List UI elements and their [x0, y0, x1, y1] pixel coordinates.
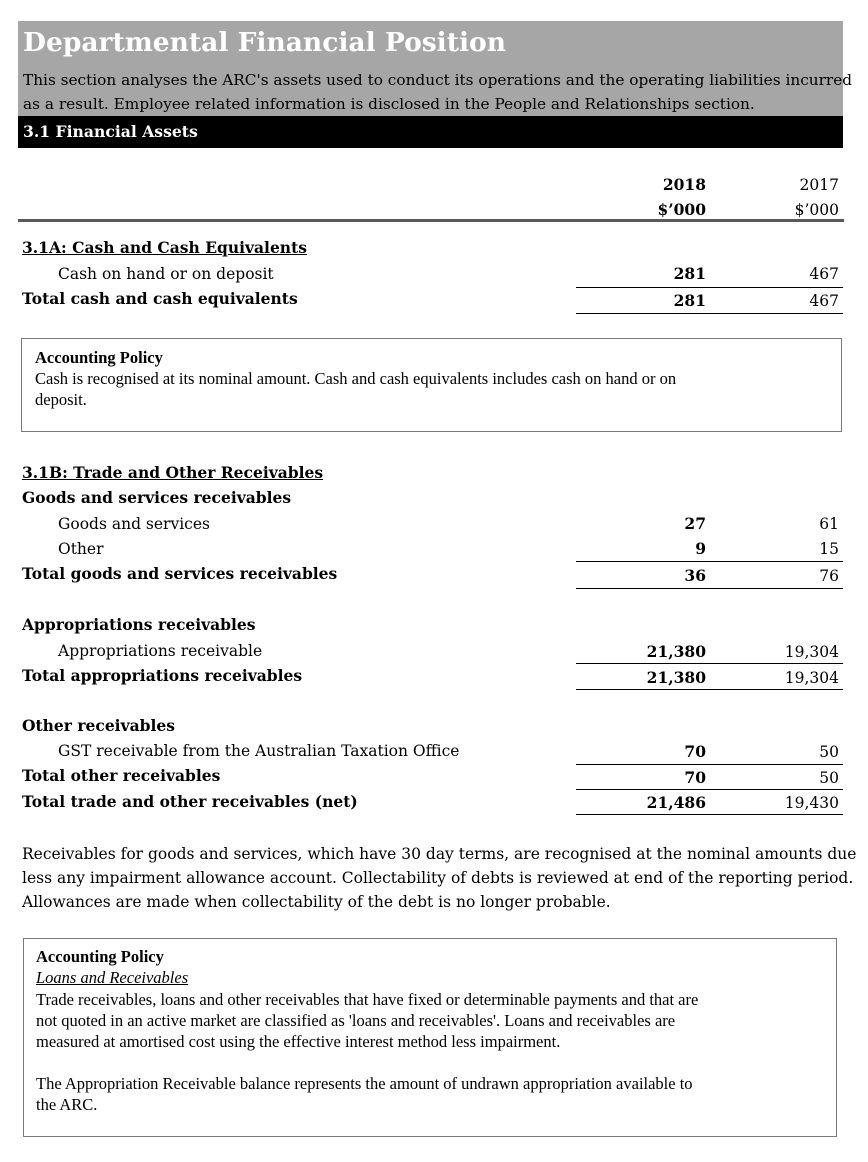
policy-text: Cash is recognised at its nominal amount. Cash and cash equivalents includes cash on hand or on [35, 369, 677, 388]
value-2017: 50 [819, 743, 839, 761]
policy-text: the ARC. [36, 1095, 98, 1114]
policy-text: Trade receivables, loans and other receivables that have fixed or determinable payments and that are [36, 990, 699, 1009]
receivables-note [22, 842, 856, 914]
value-2018: 21,380 [646, 642, 706, 661]
grand-total-2018: 21,486 [646, 793, 706, 812]
total-rule [576, 814, 843, 815]
total-2017: 19,304 [784, 669, 839, 687]
policy-text: not quoted in an active market are classified as 'loans and receivables'. Loans and receivables are [36, 1011, 676, 1030]
description-line: This section analyses the ARC's assets used to conduct its operations and the operating liabilities incurred [23, 71, 853, 89]
row-label: Other [58, 540, 104, 558]
policy-text: deposit. [35, 390, 87, 409]
section-banner [18, 21, 853, 116]
policy-title: Accounting Policy [35, 348, 163, 367]
subtotal-rule [576, 663, 843, 664]
policy-text: The Appropriation Receivable balance represents the amount of undrawn appropriation available to [36, 1074, 693, 1093]
value-2017: 15 [819, 540, 839, 558]
subsection-title: 3.1 Financial Assets [23, 122, 198, 141]
grand-total-2017: 19,430 [784, 794, 839, 812]
accounting-policy-box [21, 338, 842, 432]
note-line: Receivables for goods and services, which have 30 day terms, are recognised at the nominal amounts due [22, 845, 857, 863]
subsection-bar [18, 116, 843, 148]
total-2017: 467 [809, 292, 839, 310]
col-unit-2018: $’000 [657, 200, 706, 219]
row-label: GST receivable from the Australian Taxation Office [58, 742, 460, 760]
total-rule [576, 689, 843, 690]
policy-title: Accounting Policy [36, 947, 164, 966]
subtotal-rule [576, 789, 843, 790]
total-2018: 21,380 [646, 668, 706, 687]
subtotal-rule [576, 287, 843, 288]
policy-subtitle: Loans and Receivables [36, 968, 189, 987]
section-heading-cash: 3.1A: Cash and Cash Equivalents [22, 238, 307, 257]
note-line: less any impairment allowance account. Collectability of debts is reviewed at end of the reporting period. [22, 869, 854, 887]
group-heading: Goods and services receivables [22, 488, 292, 507]
subtotal-rule [576, 561, 843, 562]
value-2018: 9 [695, 539, 706, 558]
value-2017: 19,304 [784, 643, 839, 661]
group-heading: Appropriations receivables [22, 615, 256, 634]
col-header-2017: 2017 [799, 176, 839, 194]
row-label: Appropriations receivable [58, 642, 263, 660]
total-rule [576, 313, 843, 314]
total-label: Total other receivables [22, 766, 221, 785]
row-label: Goods and services [58, 515, 210, 533]
section-description [23, 68, 853, 116]
total-2017: 76 [819, 567, 839, 585]
value-2018: 27 [684, 514, 706, 533]
subtotal-rule [576, 764, 843, 765]
policy-text: measured at amortised cost using the effective interest method less impairment. [36, 1032, 561, 1051]
total-2017: 50 [819, 769, 839, 787]
row-label: Cash on hand or on deposit [58, 265, 274, 283]
total-label: Total goods and services receivables [22, 564, 338, 583]
group-heading: Other receivables [22, 716, 175, 735]
section-heading-receivables: 3.1B: Trade and Other Receivables [22, 463, 324, 482]
total-label: Total appropriations receivables [22, 666, 303, 685]
total-rule [576, 588, 843, 589]
value-2017: 61 [819, 515, 839, 533]
grand-total-label: Total trade and other receivables (net) [22, 792, 358, 811]
value-2018: 70 [684, 742, 706, 761]
description-line: as a result. Employee related information is disclosed in the People and Relationships section. [23, 95, 755, 113]
col-unit-2017: $’000 [794, 201, 839, 219]
accounting-policy-box [23, 938, 837, 1137]
total-2018: 70 [684, 768, 706, 787]
page-title: Departmental Financial Position [23, 27, 506, 58]
value-2018: 281 [673, 264, 706, 283]
total-2018: 36 [684, 566, 706, 585]
header-rule [18, 219, 844, 222]
total-2018: 281 [673, 291, 706, 310]
col-header-2018: 2018 [662, 175, 706, 194]
total-label: Total cash and cash equivalents [22, 289, 298, 308]
note-line: Allowances are made when collectability of the debt is no longer probable. [22, 893, 611, 911]
value-2017: 467 [809, 265, 839, 283]
